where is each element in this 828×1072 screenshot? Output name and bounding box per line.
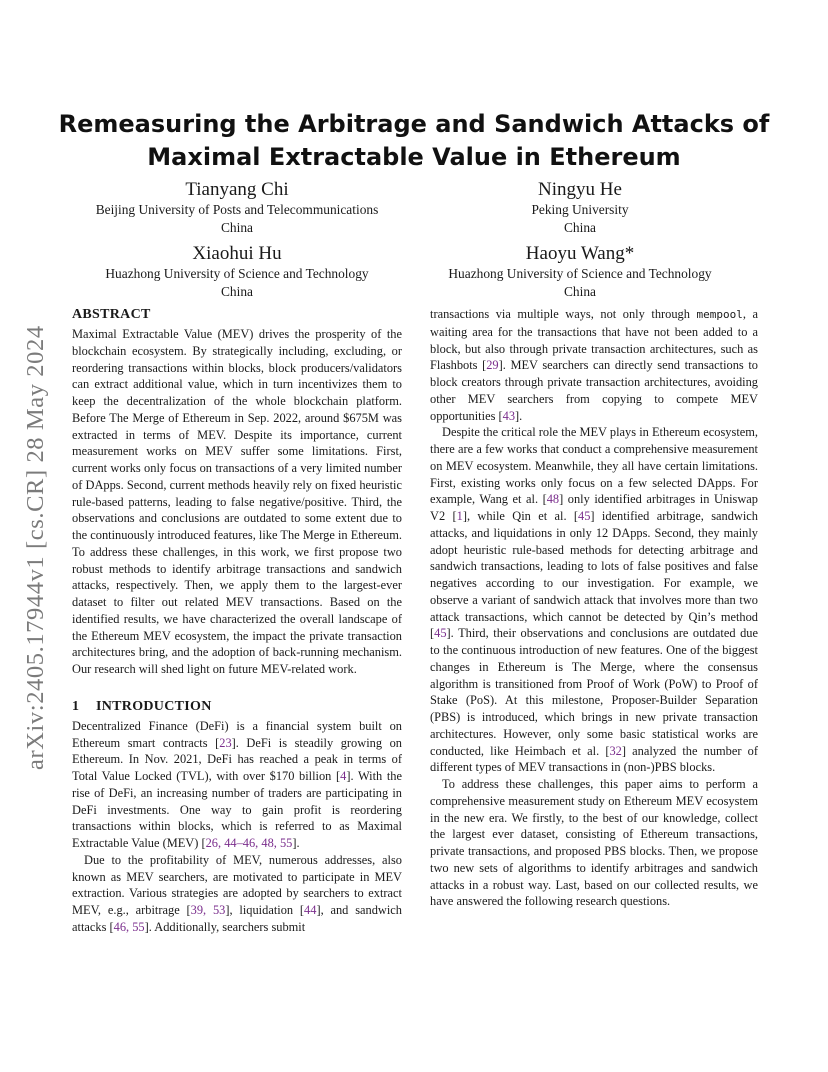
author-name: Haoyu Wang* <box>525 243 635 264</box>
author-name: Xiaohui Hu <box>192 243 282 264</box>
abstract-heading: ABSTRACT <box>72 307 151 322</box>
paper-title <box>0 108 828 174</box>
right-paragraph-2: Despite the critical role the MEV plays in Ethereum ecosystem, there are a few works that conduct a comprehensive measurement on MEV ecosystem. Meanwhile, they all have certain limitations. First, existing works only focus on a few selected DApps. For example, Wang et al. [48] only identified arbitrages in Uniswap V2 [1], while Qin et al. [45] identified arbitrage, sandwich attacks, and liquidations in only 12 DApps. Second, they mainly adopt heuristic rule-based methods for detecting arbitrage and sandwich transactions, leading to lots of false positives and false negatives according to our investigation. For example, we observe a variant of sandwich attack that involves more than two attack transactions, which cannot be detected by Qin’s method [45]. Third, their observations and conclusions are outdated due to the continuous introduction of new features. One of the biggest changes in Ethereum is The Merge, where the consensus algorithm is transitioned from Proof of Work (PoW) to Proof of Stake (PoS). At this milestone, Proposer-Builder Separation (PBS) is introduced, which brings in new private transaction architectures. However, only some basic statistical works are conducted, like Heimbach et al. [32] analyzed the number of different types of MEV transactions in (non-)PBS blocks. <box>430 425 758 775</box>
citation-link[interactable]: 44 <box>304 903 317 917</box>
left-column <box>72 306 402 936</box>
citation-link[interactable]: 46, 55 <box>113 919 145 934</box>
author-name: Tianyang Chi <box>185 179 289 200</box>
citation-link[interactable]: 45 <box>578 509 591 523</box>
intro-heading <box>72 698 402 715</box>
title-line-2: Maximal Extractable Value in Ethereum <box>147 143 681 171</box>
citation-link[interactable]: 4 <box>340 769 347 783</box>
right-paragraph-1: transactions via multiple ways, not only through mempool, a waiting area for the transactions that have not been added to a block, but also through private transaction architectures, such as Flashbots [29]. MEV searchers can directly send transactions to block creators through private transaction architectures, avoiding other MEV searchers from copying to compete MEV opportunities [43]. <box>430 307 758 423</box>
author-country: China <box>564 283 596 299</box>
citation-link[interactable]: 48 <box>546 492 560 507</box>
citation-link[interactable]: 39, 53 <box>190 903 226 917</box>
author-block-3 <box>72 243 402 300</box>
intro-paragraph-2: Due to the profitability of MEV, numerous addresses, also known as MEV searchers, are motivated to participate in MEV extraction. Various strategies are adopted by searchers to extract MEV, e.g., arbitrage [39, 53], liquidation [44], and sandwich attacks [46, 55]. Additionally, searchers submit <box>72 852 402 934</box>
section-number: 1 <box>72 698 80 714</box>
author-affiliation: Beijing University of Posts and Telecommunications <box>95 202 379 217</box>
abstract-text: Maximal Extractable Value (MEV) drives the prosperity of the blockchain ecosystem. By strategically including, excluding, or reordering transactions within blocks, block producers/validators can extract additional value, which in turn incentivizes them to keep the decentralization of the whole blockchain platform. Before The Merge of Ethereum in Sep. 2022, around $675M was extracted in terms of MEV. Despite its importance, current measurement works on MEV suffer some limitations. First, current works only focus on transactions of a very limited number of DApps. Second, current methods heavily rely on fixed heuristic rule-based patterns, leading to false negative/positive. Third, the observations and conclusions are outdated to some extent due to the continuously introduced features, like The Merge in Ethereum. To address these challenges, in this work, we first propose two robust methods to identify arbitrage transactions and sandwich attacks, respectively. Then, we apply them to the largest-ever dataset to filter out related MEV transactions. Based on the identified results, we have characterized the overall landscape of the Ethereum MEV ecosystem, the impact the private transaction architectures bring, and the adoption of back-running mechanism. Our research will shed light on future MEV-related work. <box>72 327 402 676</box>
citation-link[interactable]: 29 <box>486 358 499 373</box>
author-name: Ningyu He <box>538 179 622 200</box>
author-country: China <box>221 283 253 299</box>
arxiv-identifier: arXiv:2405.17944v1 [cs.CR] 28 May 2024 <box>22 325 49 770</box>
author-affiliation: Huazhong University of Science and Technology <box>105 266 369 281</box>
author-affiliation: Huazhong University of Science and Technology <box>448 266 712 281</box>
citation-link[interactable]: 45 <box>434 626 447 641</box>
citation-link[interactable]: 26, 44–46, 48, 55 <box>205 836 293 850</box>
title-line-1: Remeasuring the Arbitrage and Sandwich Attacks of <box>58 110 770 138</box>
author-country: China <box>221 219 253 235</box>
author-country: China <box>564 219 596 235</box>
citation-link[interactable]: 32 <box>609 743 622 758</box>
intro-paragraph-1: Decentralized Finance (DeFi) is a financial system built on Ethereum smart contracts [23]. DeFi is steadily growing on Ethereum. In Nov. 2021, DeFi has reached a peak in terms of Total Value Locked (TVL), with over $170 billion [4]. With the rise of DeFi, an increasing number of traders are participating in DeFi investments. One way to gain profit is reordering transactions within blocks, which is referred to as Maximal Extractable Value (MEV) [26, 44–46, 48, 55]. <box>72 718 402 850</box>
author-block-4 <box>430 243 730 300</box>
author-block-1 <box>72 179 402 236</box>
right-paragraph-3: To address these challenges, this paper aims to perform a comprehensive measurement study on Ethereum MEV ecosystem in the new era. We firstly, to the best of our knowledge, collect the largest ever dataset, consisting of Ethereum transactions, private transactions, and proposed PBS blocks. Then, we propose two new sets of algorithms to identify arbitrages and sandwich attacks in a robust way. Last, based on our collected results, we have answered the following research questions. <box>430 777 758 909</box>
citation-link[interactable]: 43 <box>502 408 516 423</box>
author-affiliation: Peking University <box>531 202 629 217</box>
code-term: mempool <box>696 308 743 321</box>
citation-link[interactable]: 1 <box>456 509 463 523</box>
right-column <box>430 306 758 910</box>
author-block-2 <box>430 179 730 236</box>
section-title: INTRODUCTION <box>96 698 212 714</box>
citation-link[interactable]: 23 <box>219 735 232 750</box>
